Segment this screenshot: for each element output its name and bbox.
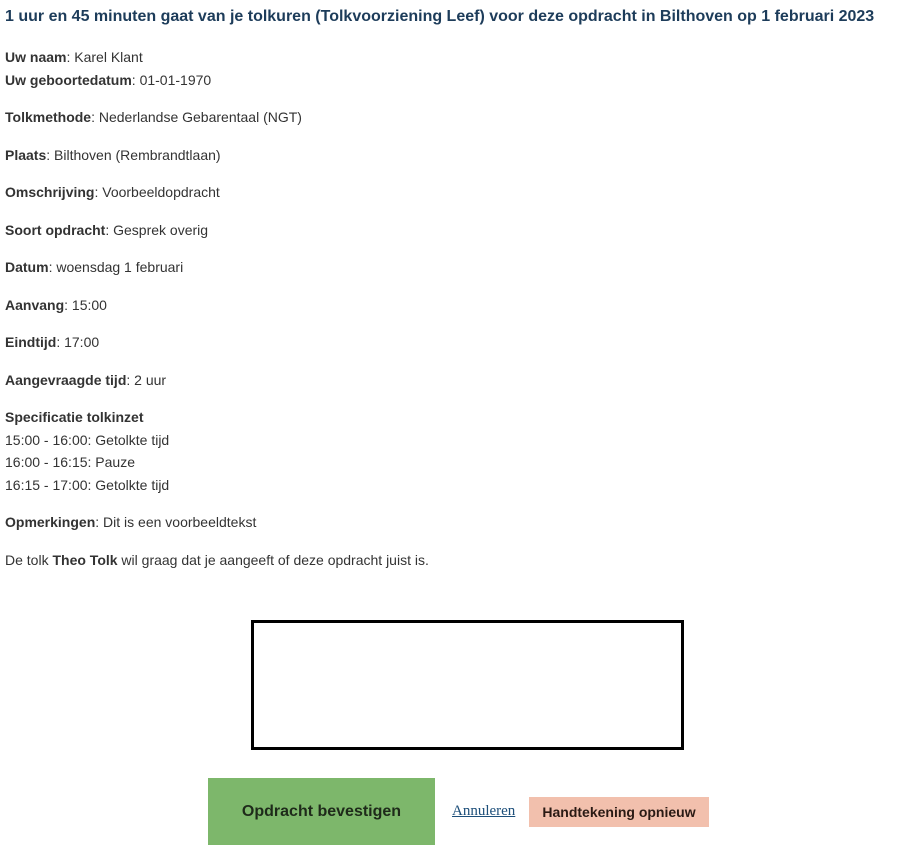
- specificatie-title: Specificatie tolkinzet: [5, 409, 144, 425]
- field-datum: Datum: woensdag 1 februari: [5, 259, 184, 275]
- field-omschrijving: Omschrijving: Voorbeeldopdracht: [5, 184, 220, 200]
- tolk-name: Theo Tolk: [52, 551, 118, 568]
- field-label: Uw naam: [5, 49, 67, 65]
- field-value: Voorbeeldopdracht: [102, 184, 220, 200]
- tolk-statement-suffix: wil graag dat je aangeeft of deze opdracht juist is.: [117, 551, 429, 568]
- field-label: Datum: [5, 259, 49, 275]
- specificatie-line: 16:15 - 17:00: Getolkte tijd: [5, 476, 170, 493]
- field-plaats: Plaats: Bilthoven (Rembrandtlaan): [5, 146, 221, 163]
- specificatie-line: 15:00 - 16:00: Getolkte tijd: [5, 431, 170, 448]
- field-label: Plaats: [5, 146, 47, 163]
- field-aanvang: Aanvang: 15:00: [5, 296, 107, 313]
- page-title: 1 uur en 45 minuten gaat van je tolkuren (Tolkvoorziening Leef) voor deze opdracht in Bilthoven op 1 februari 2023: [5, 8, 875, 25]
- signature-pad[interactable]: [251, 620, 684, 750]
- assignment-details: [5, 46, 903, 571]
- field-value: Karel Klant: [74, 49, 143, 65]
- field-value: woensdag 1 februari: [56, 259, 184, 275]
- field-naam: Uw naam: Karel Klant: [5, 49, 143, 65]
- field-value: 2 uur: [134, 371, 167, 388]
- tolk-statement: [5, 549, 903, 572]
- assignment-confirmation-page: [5, 0, 903, 571]
- field-label: Uw geboortedatum: [5, 71, 132, 88]
- field-label: Aangevraagde tijd: [5, 371, 127, 388]
- field-value: 17:00: [64, 334, 100, 350]
- field-value: Bilthoven (Rembrandtlaan): [54, 146, 221, 163]
- field-aangevraagde-tijd: Aangevraagde tijd: 2 uur: [5, 371, 167, 388]
- field-value: Nederlandse Gebarentaal (NGT): [98, 109, 302, 125]
- field-label: Aanvang: [5, 296, 65, 313]
- field-value: Dit is een voorbeeldtekst: [103, 514, 257, 530]
- field-label: Opmerkingen: [5, 514, 96, 530]
- field-eindtijd: Eindtijd: 17:00: [5, 334, 100, 350]
- field-label: Tolkmethode: [5, 109, 92, 125]
- field-opmerkingen: Opmerkingen: Dit is een voorbeeldtekst: [5, 514, 257, 530]
- field-label: Omschrijving: [5, 184, 95, 200]
- field-value: 15:00: [71, 296, 107, 313]
- field-label: Soort opdracht: [5, 221, 106, 238]
- specificatie-line: 16:00 - 16:15: Pauze: [5, 454, 135, 470]
- tolk-statement-prefix: De tolk: [5, 551, 53, 568]
- field-soort-opdracht: Soort opdracht: Gesprek overig: [5, 221, 209, 238]
- cancel-link[interactable]: Annuleren: [452, 803, 516, 819]
- field-value: 01-01-1970: [139, 71, 212, 88]
- field-tolkmethode: Tolkmethode: Nederlandse Gebarentaal (NGT): [5, 109, 302, 125]
- field-geboortedatum: Uw geboortedatum: 01-01-1970: [5, 71, 212, 88]
- field-value: Gesprek overig: [113, 221, 209, 238]
- redo-signature-button[interactable]: Handtekening opnieuw: [529, 797, 709, 827]
- field-label: Eindtijd: [5, 334, 57, 350]
- confirm-assignment-button[interactable]: Opdracht bevestigen: [208, 778, 435, 845]
